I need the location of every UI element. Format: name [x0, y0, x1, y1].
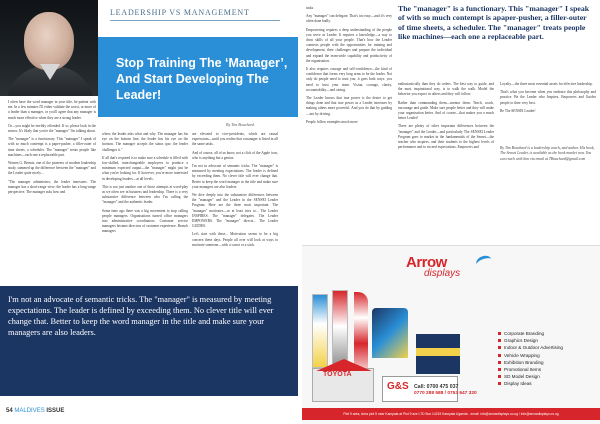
- brand-logo: [406, 254, 488, 284]
- footer-pull-quote: [0, 286, 298, 396]
- service-item: Display Ideas: [498, 380, 594, 387]
- paragraph: Or—you might be terribly offended. If so, please look in the mirror. It's likely that you're the "manager" I'm talking about.: [8, 123, 96, 134]
- paragraph: People follow examples much more: [306, 119, 358, 124]
- paragraph: And of course, all of us know, not a click of the Apple icon, who is anything but a genius.: [192, 150, 278, 160]
- swoosh-icon: [474, 254, 493, 271]
- service-item: Promotional Items: [498, 366, 594, 373]
- paragraph: tasks.: [306, 6, 315, 10]
- article-column-6: [500, 82, 596, 117]
- article-column-5: [398, 82, 494, 153]
- service-item: Indoor & Outdoor Advertising: [498, 344, 594, 351]
- promo-counter-image: [416, 334, 460, 374]
- service-item: Corporate Branding: [498, 330, 594, 337]
- magazine-name: MALDIVES: [14, 408, 45, 414]
- paragraph: Rather than commanding them—mentor them. Teach, coach, encourage and guide. Make sure people better and they will make your organisation better. And of course—that makes you a much better Leader!: [398, 100, 494, 121]
- gs-label: G&S: [387, 381, 409, 392]
- toyota-label: TOYOTA: [323, 371, 352, 378]
- paragraph: We dive deeply into the substantive differences between the "manager" and the Leader in the SENSEI Leader Program. Here are the three most important. The "manager" motivates—or at least tries to... The Leader INSPIRES. The "manager" delegates. The Leader EMPOWERS. The "manager" directs... The Leader GUIDES.: [192, 193, 278, 229]
- author-photo: [0, 0, 98, 96]
- paragraph: are elevated to vice-presidents, which are causal expressions—until you realise that a manager is listed in all the same tasks.: [192, 132, 278, 147]
- advert-footer-address: Plot 9 area, Area plot 5 near Kampala at Plot 9 ave LTD Box 14219 Kampala Uganda - email: info@arrowdisplays.co.ug / info@arrowdisplays.co.ug: [302, 408, 600, 420]
- page-folio: [6, 408, 64, 414]
- paragraph: There are plenty of other important differences between the "manager" and the Leader—and particularly The SENSEI Leader Program goes to market in the fundamentals of the Sensei—the teacher who inspires, and their students to the highest levels of performance and to exceed expectations. Empowers and: [398, 124, 494, 150]
- article-column-2: [102, 132, 188, 238]
- right-page: [302, 0, 600, 424]
- article-column-4: [306, 6, 392, 128]
- paragraph: "The manager administers; the leader innovates. The manager has a short-range view; the leader has a long-range perspective. The manager asks how and: [8, 179, 96, 195]
- brand-subname: displays: [424, 268, 461, 279]
- service-item: SD Model Design: [498, 373, 594, 380]
- byline: By Tim Bouchard: [226, 122, 254, 127]
- paragraph: I often have the word manager in your title, be patient with me. In a few minutes I'll either validate the worst, or more of a leader than a manager, or you'll agree that any manager is much more effective when they are a strong leader.: [8, 100, 96, 120]
- paragraph: Warren G. Bennis, one of the pioneers of modern leadership study, summed up the difference between the "manager" and the Leader quite nicely...: [8, 161, 96, 176]
- toyota-tent-image: [312, 368, 374, 402]
- headline-banner: [98, 37, 298, 117]
- paragraph: The "manager" is a functionary. This "manager" I speak of with so much contempt is a paper-pusher, a filler-outer of time sheets, a scheduler. The "manager" treats people like machines—each one a replaceable part.: [8, 137, 96, 157]
- paragraph: I'm not in advocate of semantic tricks. The "manager" is measured by meeting expectations. The leader is defined by exceeding them. No clever title will ever change that. Better to keep the word manager in the title and make sure your managers are also leaders.: [192, 164, 278, 189]
- section-label: LEADERSHIP VS MANAGEMENT: [110, 8, 280, 21]
- paragraph: Be The SENSEI Leader!: [500, 108, 536, 113]
- article-headline: Stop Training The ‘Manager’, And Start Developing The Leader!: [116, 56, 288, 102]
- issue-label: ISSUE: [46, 408, 65, 414]
- author-photo-head: [24, 12, 74, 70]
- paragraph: when; the leader asks what and why. The manager has his eye on the bottom line; the leader has his eye on the horizon. The manager accepts the status quo; the leader challenges it.": [102, 132, 188, 152]
- paragraph: This is not just another one of those attempts at word-play as we often see in business and leadership. There is a very substantive difference between who I'm calling the "manager" and the authentic leader.: [102, 184, 188, 205]
- paragraph: That's what you become when you embrace this philosophy and practice. Be the Leader who Inspires, Empowers and Guides people to their very best.: [500, 90, 596, 105]
- popup-display-image: [372, 308, 408, 358]
- paragraph: Empowering requires a deep understanding of the people you serve as Leader. It requires a knowledge—a way to draw skills of all your people. That's how the Leader connects people with the opportunities for training and development, their challenges and prepare the individual and expand the team-wide capability and productivity of the organisation.: [306, 27, 392, 63]
- rollup-banner-image: [332, 290, 348, 370]
- service-item: Exhibition Branding: [498, 359, 594, 366]
- author-bio: By Tim Bouchard is a leadership coach, and author. His book, The Sensei Leader, is available as the book market now. You can reach with him via email at TBouchard@gmail.com: [500, 146, 595, 161]
- arrow-displays-advert: [302, 245, 600, 424]
- paragraph: It also requires courage and self-confidence—the kind of confidence that forms very long arms to be the leader. Not only do people need to trust you, it goes both ways: you need to trust your team. Vision, courage, clarity, accountability—and caring.: [306, 67, 392, 92]
- left-page: [0, 0, 298, 424]
- paragraph: The Leader knows that true power is the desire to get things done and that true power as a Leader increases by making others more powerful. And you do that by guiding—not by driving.: [306, 96, 392, 116]
- phone-primary: Call: 0700 475 037: [414, 384, 459, 390]
- service-item: Graphics Design: [498, 337, 594, 344]
- paragraph: Any "manager" can delegate. That's too easy—and it's very often done badly.: [306, 14, 392, 24]
- paragraph: Some time ago there was a big movement to stop calling people managers. Organisations turned office managers into administrative coordinators. Customer service managers became directors of customer experience. Branch managers: [102, 208, 188, 234]
- paragraph: Let's start with these... Motivation seems to be a big concern these days. People all over will look at ways to motivate someone—with a carrot or a stick.: [192, 232, 278, 247]
- brand-name: Arrow: [406, 254, 447, 271]
- paragraph: enthusiastically than they do orders. The best way to guide, and the most inspirational way, is to walk the walk. Model the behavior you expect in others and they will follow.: [398, 82, 494, 97]
- article-column-3: [192, 132, 278, 251]
- paragraph: If all that's required is to make sure a schedule is filled with low-skilled, interchangeable employees to produce a minimum expected output—the "manager" might just be what you're looking for. If however, you're more interested in developing leaders—at all levels.: [102, 155, 188, 181]
- rollup-banner-image: [312, 294, 328, 368]
- pull-quote: The "manager" is a functionary. This "manager" I speak of with so much contempt is apaper-pusher, a filler-outer of time sheets, a scheduler. The "manager" treats people like machines—each one a replaceable part.: [398, 4, 590, 42]
- page-number: 54: [6, 408, 13, 414]
- phone-secondary: 0770 288 588 / 0753 647 320: [414, 390, 477, 396]
- footer-pull-quote-text: I'm not an advocate of semantic tricks. The "manager" is measured by meeting expectations. The leader is defined by exceeding them. No clever title will ever change that. Better to keep the word manager in the title and make sure your managers are also leaders.: [8, 295, 274, 337]
- article-column-1: [8, 100, 96, 198]
- service-item: Vehicle Wrapping: [498, 352, 594, 359]
- services-list: [498, 330, 594, 388]
- paragraph: Loyalty—the three most essential assets for effective leadership.: [500, 82, 593, 86]
- contact-block: [414, 384, 490, 404]
